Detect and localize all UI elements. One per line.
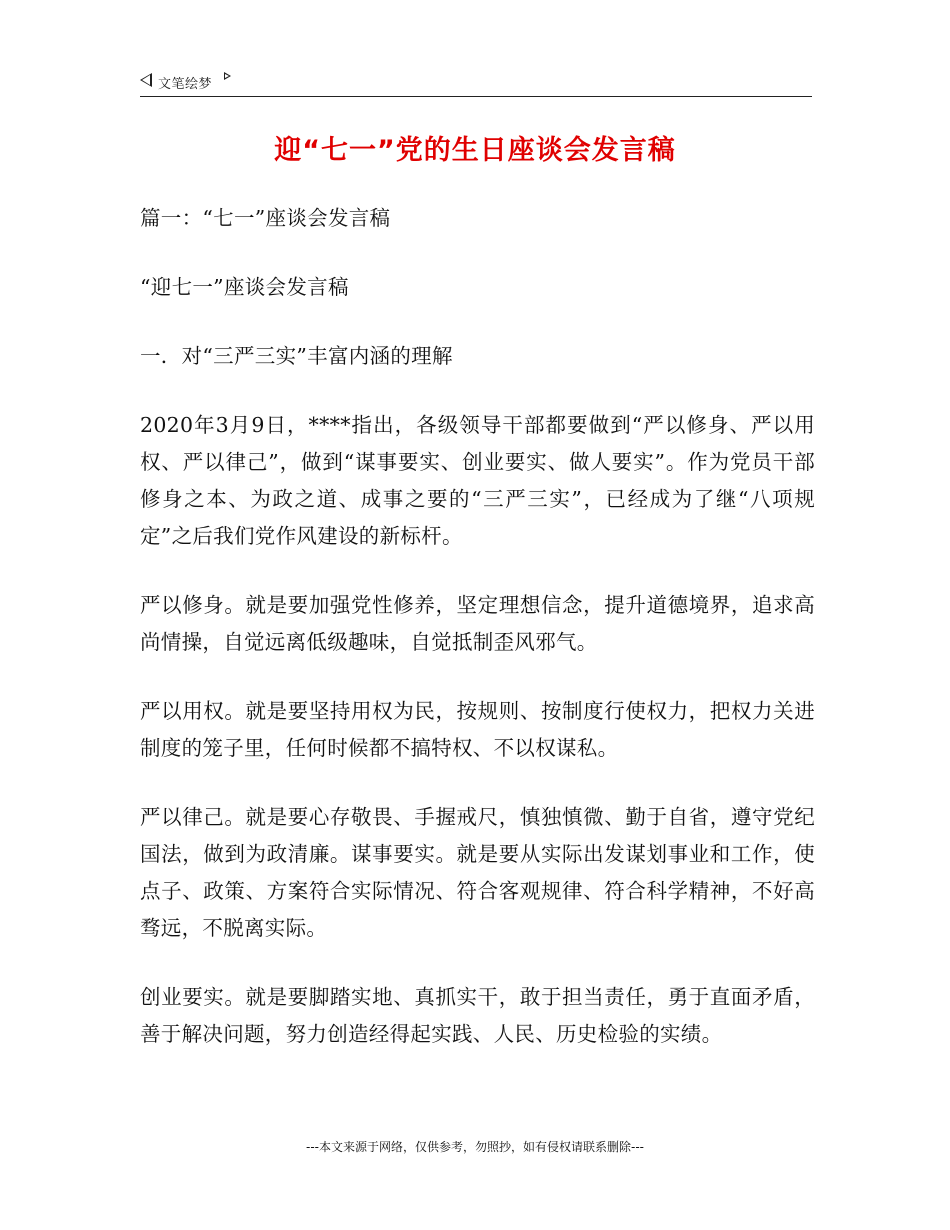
paragraph-self-discipline: 严以律己。就是要心存敬畏、手握戒尺，慎独慎微、勤于自省，遵守党纪国法，做到为政清廉。谋事要实。就是要从实际出发谋划事业和工作，使点子、政策、方案符合实际情况、符合客观规律、符合科学精神，不好高骛远，不脱离实际。 xyxy=(140,805,815,940)
paragraph-use-of-power: 严以用权。就是要坚持用权为民，按规则、按制度行使权力，把权力关进制度的笼子里，任何时候都不搞特权、不以权谋私。 xyxy=(140,699,815,760)
paragraph-intro: 2020年3月9日，****指出，各级领导干部都要做到“严以修身、严以用权、严以律己”，做到“谋事要实、创业要实、做人要实”。作为党员干部修身之本、为政之道、成事之要的“三严三实”，已经成为了继“八项规定”之后我们党作风建设的新标杆。 xyxy=(140,413,815,548)
paragraph-entrepreneurship: 创业要实。就是要脚踏实地、真抓实干，敢于担当责任，勇于直面矛盾，善于解决问题，努力创造经得起实践、人民、历史检验的实绩。 xyxy=(140,985,815,1046)
left-triangle-icon xyxy=(140,73,152,87)
paragraph-section-heading: 篇一：“七一”座谈会发言稿 xyxy=(140,206,391,230)
document-body xyxy=(140,200,815,1085)
page-footer: ---本文来源于网络，仅供参考，勿照抄，如有侵权请联系删除--- xyxy=(306,1140,644,1154)
paragraph-subtitle: “迎七一”座谈会发言稿 xyxy=(140,275,349,299)
paragraph-heading-one: 一．对“三严三实”丰富内涵的理解 xyxy=(140,344,453,368)
page-header xyxy=(140,66,812,97)
header-brand: 文笔绘梦 xyxy=(158,77,213,92)
right-triangle-icon xyxy=(224,72,231,80)
paragraph-self-cultivation: 严以修身。就是要加强党性修养，坚定理想信念，提升道德境界，追求高尚情操，自觉远离低级趣味，自觉抵制歪风邪气。 xyxy=(140,593,815,654)
document-title: 迎“七一”党的生日座谈会发言稿 xyxy=(274,135,676,166)
